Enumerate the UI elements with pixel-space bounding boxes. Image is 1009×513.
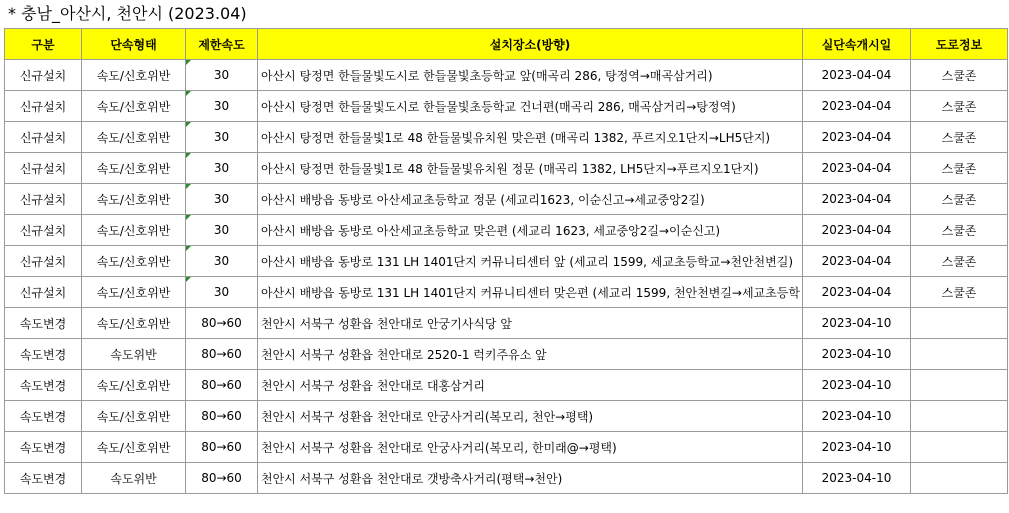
cell-location: 천안시 서북구 성환읍 천안대로 안궁기사식당 앞: [258, 308, 803, 339]
cell-speed-limit: 80→60: [186, 432, 258, 463]
cell-road-info: [911, 463, 1008, 494]
table-row: [5, 277, 1008, 308]
cell-start-date: 2023-04-10: [803, 308, 911, 339]
cell-category: 속도변경: [5, 401, 82, 432]
cell-start-date: 2023-04-10: [803, 370, 911, 401]
cell-speed-limit: 80→60: [186, 463, 258, 494]
cell-start-date: 2023-04-04: [803, 122, 911, 153]
table-row: [5, 153, 1008, 184]
cell-location: 아산시 탕정면 한들물빛1로 48 한들물빛유치원 정문 (매곡리 1382, LH5단지→푸르지오1단지): [258, 153, 803, 184]
table-row: [5, 432, 1008, 463]
cell-location: 아산시 탕정면 한들물빛도시로 한들물빛초등학교 건너편(매곡리 286, 매곡삼거리→탕정역): [258, 91, 803, 122]
cell-speed-limit: 30: [186, 122, 258, 153]
cell-start-date: 2023-04-04: [803, 60, 911, 91]
cell-enforcement-type: 속도위반: [82, 463, 186, 494]
table-row: [5, 339, 1008, 370]
cell-speed-limit: 30: [186, 215, 258, 246]
camera-table: [4, 28, 1008, 494]
cell-category: 속도변경: [5, 463, 82, 494]
cell-road-info: 스쿨존: [911, 246, 1008, 277]
cell-road-info: 스쿨존: [911, 122, 1008, 153]
cell-location: 아산시 배방읍 동방로 아산세교초등학교 맞은편 (세교리 1623, 세교중앙2길→이순신고): [258, 215, 803, 246]
cell-location: 아산시 배방읍 동방로 아산세교초등학교 정문 (세교리1623, 이순신고→세교중앙2길): [258, 184, 803, 215]
cell-location: 아산시 탕정면 한들물빛도시로 한들물빛초등학교 앞(매곡리 286, 탕정역→매곡삼거리): [258, 60, 803, 91]
cell-enforcement-type: 속도/신호위반: [82, 91, 186, 122]
cell-category: 신규설치: [5, 246, 82, 277]
cell-enforcement-type: 속도/신호위반: [82, 215, 186, 246]
header-start-date: 실단속개시일: [803, 29, 911, 60]
cell-category: 속도변경: [5, 308, 82, 339]
table-row: [5, 401, 1008, 432]
cell-road-info: [911, 339, 1008, 370]
cell-enforcement-type: 속도/신호위반: [82, 60, 186, 91]
cell-start-date: 2023-04-04: [803, 91, 911, 122]
cell-road-info: 스쿨존: [911, 153, 1008, 184]
cell-location: 천안시 서북구 성환읍 천안대로 2520-1 럭키주유소 앞: [258, 339, 803, 370]
cell-road-info: 스쿨존: [911, 60, 1008, 91]
cell-location: 천안시 서북구 성환읍 천안대로 대홍삼거리: [258, 370, 803, 401]
cell-road-info: [911, 401, 1008, 432]
cell-category: 신규설치: [5, 122, 82, 153]
cell-enforcement-type: 속도/신호위반: [82, 246, 186, 277]
cell-speed-limit: 80→60: [186, 401, 258, 432]
header-enforcement-type: 단속형태: [82, 29, 186, 60]
cell-start-date: 2023-04-04: [803, 184, 911, 215]
cell-category: 신규설치: [5, 91, 82, 122]
header-location: 설치장소(방향): [258, 29, 803, 60]
cell-start-date: 2023-04-10: [803, 432, 911, 463]
table-row: [5, 246, 1008, 277]
cell-enforcement-type: 속도/신호위반: [82, 184, 186, 215]
cell-start-date: 2023-04-10: [803, 463, 911, 494]
cell-category: 신규설치: [5, 153, 82, 184]
cell-start-date: 2023-04-04: [803, 153, 911, 184]
cell-speed-limit: 30: [186, 277, 258, 308]
cell-road-info: [911, 432, 1008, 463]
cell-location: 천안시 서북구 성환읍 천안대로 갯방축사거리(평택→천안): [258, 463, 803, 494]
cell-road-info: [911, 370, 1008, 401]
cell-start-date: 2023-04-04: [803, 246, 911, 277]
cell-location: 아산시 배방읍 동방로 131 LH 1401단지 커뮤니티센터 앞 (세교리 1599, 세교초등학교→천안천변길): [258, 246, 803, 277]
cell-speed-limit: 80→60: [186, 308, 258, 339]
cell-start-date: 2023-04-10: [803, 339, 911, 370]
cell-category: 신규설치: [5, 215, 82, 246]
page-title: * 충남_아산시, 천안시 (2023.04): [8, 4, 247, 23]
cell-speed-limit: 30: [186, 91, 258, 122]
cell-location: 천안시 서북구 성환읍 천안대로 안궁사거리(복모리, 한미래@→평택): [258, 432, 803, 463]
cell-location: 아산시 탕정면 한들물빛1로 48 한들물빛유치원 맞은편 (매곡리 1382, 푸르지오1단지→LH5단지): [258, 122, 803, 153]
table-row: [5, 215, 1008, 246]
table-row: [5, 60, 1008, 91]
cell-start-date: 2023-04-04: [803, 215, 911, 246]
table-header-row: [5, 29, 1008, 60]
cell-location: 아산시 배방읍 동방로 131 LH 1401단지 커뮤니티센터 맞은편 (세교리 1599, 천안천변길→세교초등학: [258, 277, 803, 308]
cell-speed-limit: 30: [186, 153, 258, 184]
cell-road-info: [911, 308, 1008, 339]
cell-category: 속도변경: [5, 339, 82, 370]
header-speed-limit: 제한속도: [186, 29, 258, 60]
cell-enforcement-type: 속도/신호위반: [82, 401, 186, 432]
cell-enforcement-type: 속도/신호위반: [82, 370, 186, 401]
cell-speed-limit: 30: [186, 60, 258, 91]
table-row: [5, 463, 1008, 494]
table-row: [5, 308, 1008, 339]
cell-category: 신규설치: [5, 277, 82, 308]
cell-location: 천안시 서북구 성환읍 천안대로 안궁사거리(복모리, 천안→평택): [258, 401, 803, 432]
cell-road-info: 스쿨존: [911, 184, 1008, 215]
cell-category: 신규설치: [5, 60, 82, 91]
cell-speed-limit: 80→60: [186, 339, 258, 370]
cell-speed-limit: 80→60: [186, 370, 258, 401]
cell-enforcement-type: 속도위반: [82, 339, 186, 370]
cell-category: 속도변경: [5, 370, 82, 401]
cell-start-date: 2023-04-04: [803, 277, 911, 308]
cell-start-date: 2023-04-10: [803, 401, 911, 432]
header-category: 구분: [5, 29, 82, 60]
cell-road-info: 스쿨존: [911, 215, 1008, 246]
table-row: [5, 91, 1008, 122]
cell-enforcement-type: 속도/신호위반: [82, 308, 186, 339]
cell-road-info: 스쿨존: [911, 91, 1008, 122]
table-row: [5, 370, 1008, 401]
cell-enforcement-type: 속도/신호위반: [82, 277, 186, 308]
cell-speed-limit: 30: [186, 184, 258, 215]
cell-category: 신규설치: [5, 184, 82, 215]
cell-enforcement-type: 속도/신호위반: [82, 122, 186, 153]
cell-speed-limit: 30: [186, 246, 258, 277]
table-row: [5, 184, 1008, 215]
cell-road-info: 스쿨존: [911, 277, 1008, 308]
cell-enforcement-type: 속도/신호위반: [82, 432, 186, 463]
cell-enforcement-type: 속도/신호위반: [82, 153, 186, 184]
table-row: [5, 122, 1008, 153]
header-road-info: 도로정보: [911, 29, 1008, 60]
cell-category: 속도변경: [5, 432, 82, 463]
